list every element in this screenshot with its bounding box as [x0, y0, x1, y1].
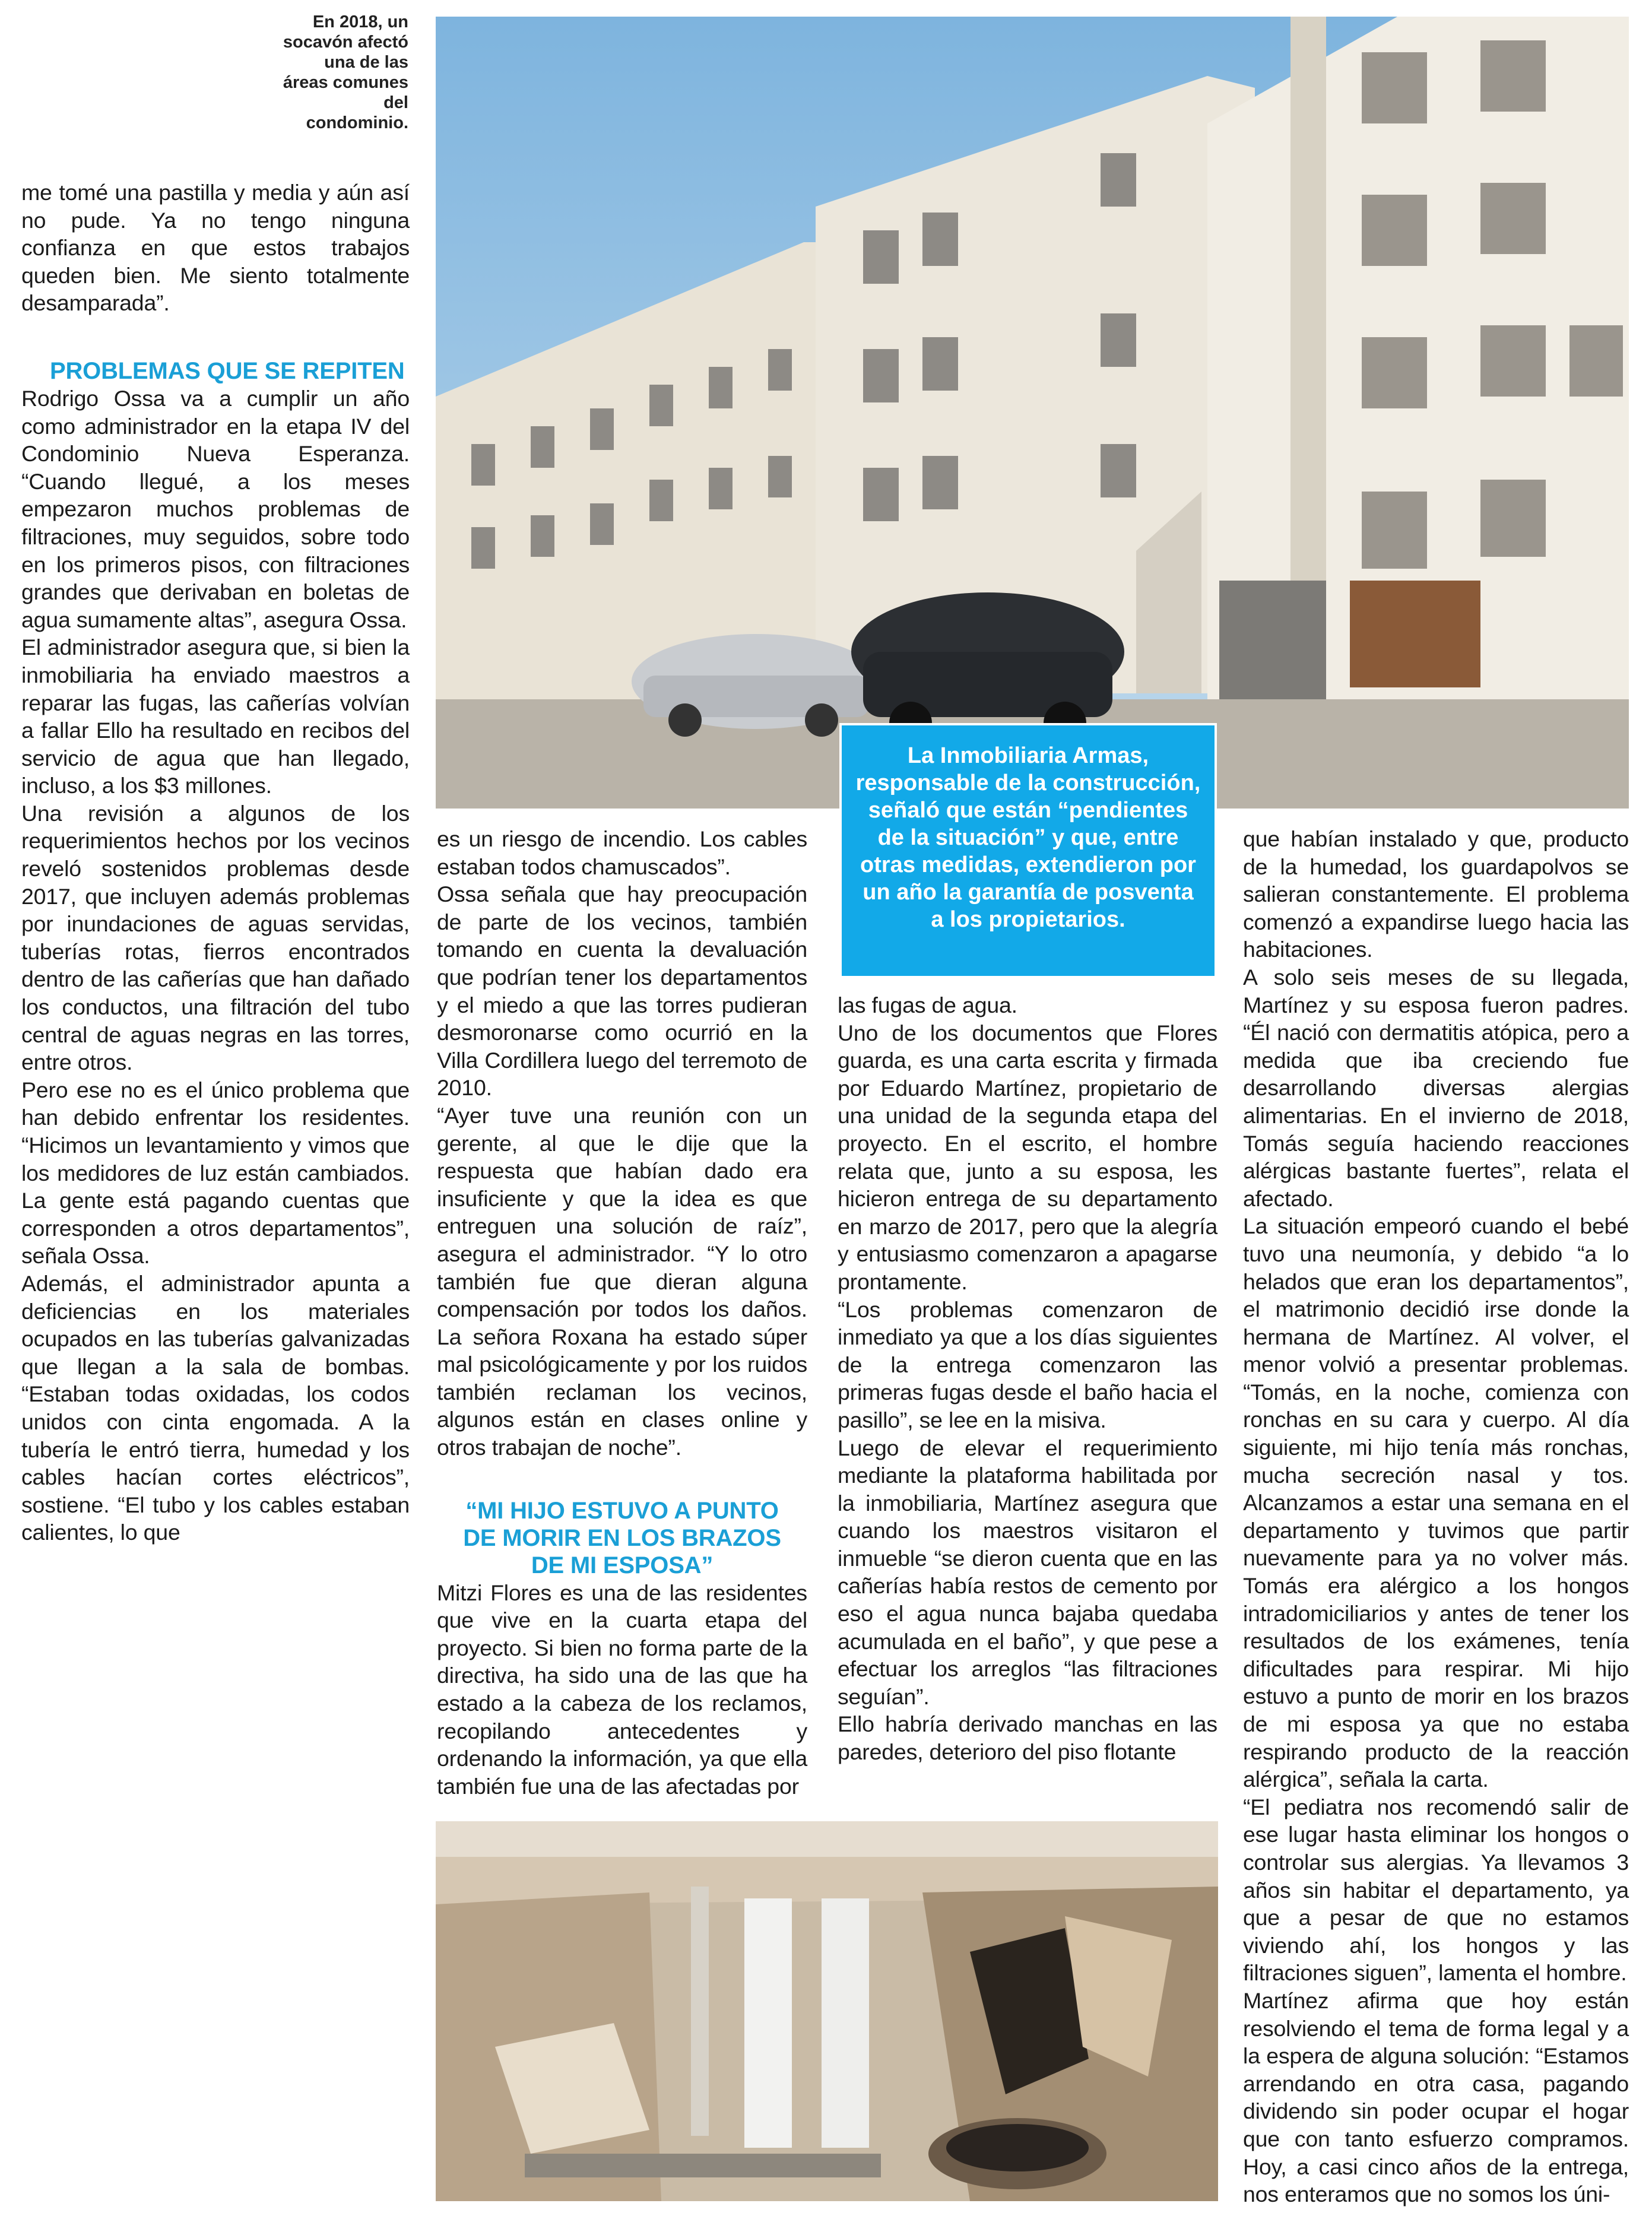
article-column-2	[437, 825, 807, 1800]
paragraph: Ello habría derivado manchas en las paredes, deterioro del piso flotante	[838, 1711, 1217, 1765]
paragraph: las fugas de agua.	[838, 993, 1017, 1017]
article-column-4	[1243, 825, 1629, 2208]
photo-caption: En 2018, un socavón afectó una de las áreas comunes del condominio.	[283, 12, 408, 132]
section-heading: PROBLEMAS QUE SE REPITEN	[50, 357, 405, 384]
paragraph: “El pediatra nos recomendó salir de ese lugar hasta eliminar los hongos o controlar sus alergias. Ya llevamos 3 años sin habitar el departamento, ya que a pesar de que no estamos viviendo ahí, los hongos y las filtraciones siguen”, lamenta el hombre.	[1243, 1794, 1629, 1986]
paragraph: que habían instalado y que, producto de la humedad, los guardapolvos se salieran constantemente. El problema comenzó a expandirse luego hacia las habitaciones.	[1243, 826, 1629, 962]
article-column-3	[838, 991, 1217, 1766]
paragraph: Mitzi Flores es una de las residentes que vive en la cuarta etapa del proyecto. Si bien no forma parte de la directiva, ha sido una de las que ha estado a la cabeza de los reclamos, recopilando antecedentes y ordenando la información, ya que ella también fue una de las afectadas por	[437, 1580, 807, 1799]
paragraph: “Ayer tuve una reunión con un gerente, al que le dije que la respuesta que habían dado era insuficiente y que la idea es que entreguen una solución de raíz”, asegura el administrador. “Y lo otro también fue que dieran alguna compensación por todos los daños. La señora Roxana ha estado súper mal psicológicamente y por los ruidos también reclaman los vecinos, algunos están en clases online y otros trabajan de noche”.	[437, 1102, 807, 1460]
pull-quote-callout: La Inmobiliaria Armas, responsable de la construcción, señaló que están “pendientes de la situación” y que, entre otras medidas, extendieron por un año la garantía de posventa a los propietarios.	[839, 723, 1217, 978]
paragraph: A solo seis meses de su llegada, Martínez y su esposa fueron padres. “Él nació con dermatitis atópica, pero a medida que iba creciendo fue desarrollando diversas alergias alimentarias. En el invierno de 2018, Tomás seguía haciendo reacciones alérgicas bastante fuertes”, relata el afectado.	[1243, 964, 1629, 1211]
paragraph: Rodrigo Ossa va a cumplir un año como administrador en la etapa IV del Condominio Nueva Esperanza. “Cuando llegué, a los meses empezaron muchos problemas de filtraciones, muy seguidos, sobre todo en los primeros pisos, con filtraciones grandes que derivaban en boletas de agua sumamente altas”, asegura Ossa.	[21, 385, 410, 632]
paragraph: Ossa señala que hay preocupación de parte de los vecinos, también tomando en cuenta la devaluación que podrían tener los departamentos y el miedo a que las torres pudieran desmoronarse como ocurrió en la Villa Cordillera luego del terremoto de 2010.	[437, 882, 807, 1101]
paragraph: Luego de elevar el requerimiento mediante la plataforma habilitada por la inmobiliaria, Martínez asegura que cuando los maestros visitaron el inmueble “se dieron cuenta que en las cañerías había restos de cemento por eso el agua nunca bajaba quedaba acumulada en el baño”, y que pese a efectuar los arreglos “las filtraciones seguían”.	[838, 1435, 1217, 1709]
paragraph: Además, el administrador apunta a deficiencias en los materiales ocupados en las tuberías galvanizadas que llegan a la sala de bombas. “Estaban todas oxidadas, los codos unidos con cinta engomada. A la tubería le entró tierra, humedad y los cables hacían cortes eléctricos”, sostiene. “El tubo y los cables estaban calientes, lo que	[21, 1270, 410, 1545]
paragraph: Una revisión a algunos de los requerimientos hechos por los vecinos reveló sostenidos problemas desde 2017, que incluyen además problemas por inundaciones de aguas servidas, tuberías rotas, fierros encontrados dentro de las cañerías que han dañado los conductos, una filtración del tubo central de aguas negras en las torres, entre otros.	[21, 800, 410, 1075]
paragraph: me tomé una pastilla y media y aún así no pude. Ya no tengo ninguna confianza en que estos trabajos queden bien. Me siento totalmente desamparada”.	[21, 180, 410, 316]
paragraph: El administrador asegura que, si bien la inmobiliaria ha enviado maestros a reparar las fugas, las cañerías volvían a fallar Ello ha resultado en recibos del servicio de agua que han llegado, incluso, a los $3 millones.	[21, 635, 410, 798]
paragraph: Uno de los documentos que Flores guarda, es una carta escrita y firmada por Eduardo Martínez, propietario de una unidad de la segunda etapa del proyecto. En el escrito, el hombre relata que, junto a su esposa, les hicieron entrega de su departamento en marzo de 2017, pero que la alegría y entusiasmo comenzaron a apagarse prontamente.	[838, 1020, 1217, 1294]
paragraph: La situación empeoró cuando el bebé tuvo una neumonía, y debido “a lo helados que eran los departamentos”, el matrimonio decidió irse donde la hermana de Martínez. Al volver, el menor volvió a presentar problemas. “Tomás, en la noche, comienza con ronchas en su cara y cuerpo. Al día siguiente, mi hijo tenía más ronchas, mucha secreción nasal y tos. Alcanzamos a estar una semana en el departamento y tuvimos que partir nuevamente para ya no volver más. Tomás era alérgico a los hongos intradomiciliarios y antes de tener los resultados de los exámenes, tenía dificultades para respirar. Mi hijo estuvo a punto de morir en los brazos de mi esposa ya que no estaba respirando producto de la reacción alérgica”, señala la carta.	[1243, 1213, 1629, 1792]
paragraph: es un riesgo de incendio. Los cables estaban todos chamuscados”.	[437, 826, 807, 879]
article-column-1	[21, 179, 410, 1546]
buildings-photo	[436, 17, 1629, 809]
paragraph: “Los problemas comenzaron de inmediato ya que a los días siguientes de la entrega comenzaron las primeras fugas desde el baño hacia el pasillo”, se lee en la misiva.	[838, 1296, 1217, 1432]
damaged-pipes-photo	[436, 1821, 1218, 2201]
paragraph: Martínez afirma que hoy están resolviendo el tema de forma legal y a la espera de alguna solución: “Estamos arrendando en otra casa, pagando dividendo sin poder ocupar el hogar que con tanto esfuerzo compramos. Hoy, a casi cinco años de la entrega, nos enteramos que no somos los úni-	[1243, 1987, 1629, 2207]
paragraph: Pero ese no es el único problema que han debido enfrentar los residentes. “Hicimos un levantamiento y vimos que los medidores de luz están cambiados. La gente está pagando cuentas que corresponden a otros departamentos”, señala Ossa.	[21, 1077, 410, 1269]
section-heading: “MI HIJO ESTUVO A PUNTO DE MORIR EN LOS BRAZOS DE MI ESPOSA”	[463, 1497, 781, 1578]
